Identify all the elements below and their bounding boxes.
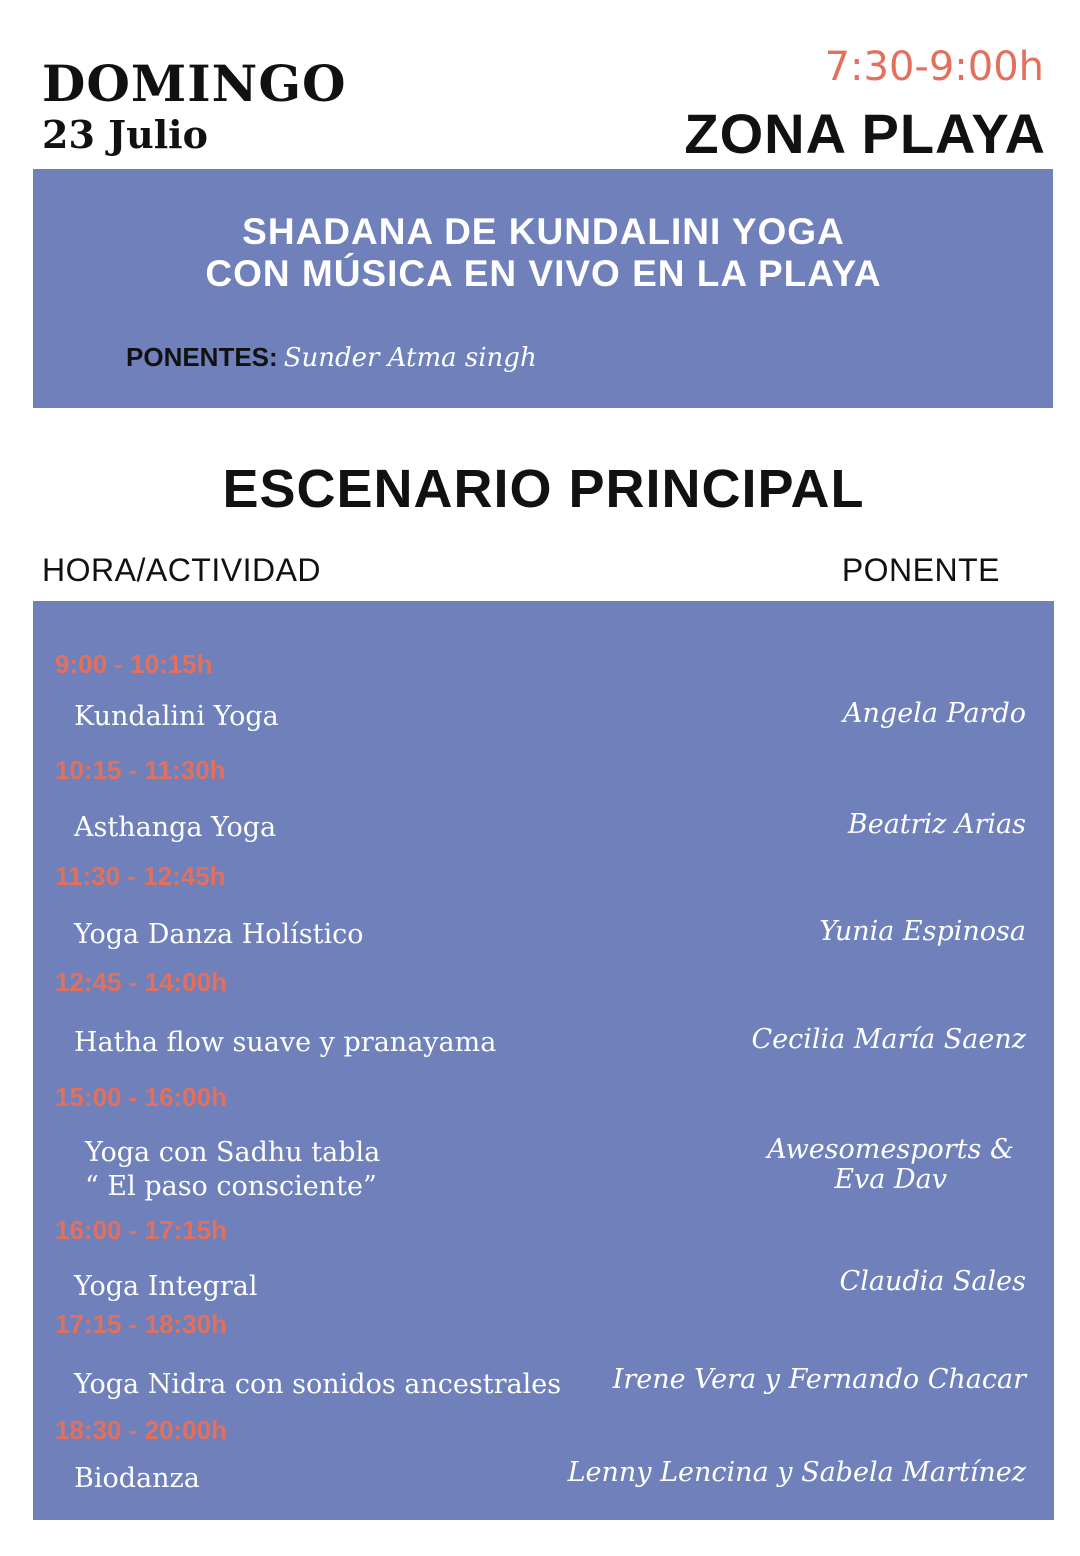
zone-title: ZONA PLAYA — [684, 102, 1046, 165]
slot-speaker: Claudia Sales — [839, 1266, 1026, 1297]
day-title: DOMINGO — [42, 54, 347, 113]
slot-time: 12:45 - 14:00h — [55, 967, 227, 997]
slot-activity: Asthanga Yoga — [74, 812, 277, 843]
slot-time: 18:30 - 20:00h — [55, 1415, 227, 1445]
beach-session-box — [33, 169, 1053, 408]
slot-activity: Kundalini Yoga — [74, 701, 279, 732]
beach-session-title-line2: CON MÚSICA EN VIVO EN LA PLAYA — [205, 253, 882, 294]
slot-activity: Hatha flow suave y pranayama — [74, 1027, 497, 1058]
beach-speakers — [126, 339, 537, 376]
slot-activity: Biodanza — [74, 1463, 200, 1494]
slot-activity-line2: “ El paso consciente” — [85, 1171, 377, 1202]
stage-title: ESCENARIO PRINCIPAL — [222, 459, 865, 519]
slot-activity: Yoga Nidra con sonidos ancestrales — [74, 1369, 562, 1400]
beach-speakers-value: Sunder Atma singh — [283, 343, 537, 373]
slot-speaker: Yunia Espinosa — [819, 916, 1026, 947]
slot-activity: Yoga Integral — [74, 1271, 258, 1302]
slot-speaker: Irene Vera y Fernando Chacar — [612, 1364, 1026, 1395]
slot-activity: Yoga Danza Holístico — [74, 919, 364, 950]
slot-activity-line1: Yoga con Sadhu tabla — [85, 1137, 381, 1168]
column-header-activity: HORA/ACTIVIDAD — [42, 552, 322, 588]
slot-speaker: Lenny Lencina y Sabela Martínez — [567, 1457, 1026, 1488]
slot-time: 16:00 - 17:15h — [55, 1215, 227, 1245]
zone-time: 7:30-9:00h — [824, 44, 1044, 90]
slot-speaker — [767, 1135, 1014, 1195]
date-label: 23 Julio — [42, 112, 208, 157]
schedule-box — [33, 601, 1054, 1520]
beach-speakers-label: PONENTES: — [126, 342, 278, 372]
slot-time: 11:30 - 12:45h — [55, 861, 226, 891]
beach-session-title-line1: SHADANA DE KUNDALINI YOGA — [242, 211, 845, 252]
slot-activity — [85, 1136, 380, 1204]
slot-time: 15:00 - 16:00h — [55, 1082, 227, 1112]
slot-speaker-line2: Eva Dav — [834, 1164, 947, 1195]
slot-speaker: Cecilia María Saenz — [751, 1024, 1026, 1055]
slot-time: 9:00 - 10:15h — [55, 649, 213, 679]
slot-speaker: Beatriz Arias — [847, 809, 1026, 840]
slot-time: 10:15 - 11:30h — [55, 755, 226, 785]
slot-speaker-line1: Awesomesports & — [767, 1134, 1014, 1165]
column-header-speaker: PONENTE — [841, 552, 1000, 588]
slot-time: 17:15 - 18:30h — [55, 1309, 227, 1339]
slot-speaker: Angela Pardo — [843, 698, 1026, 729]
